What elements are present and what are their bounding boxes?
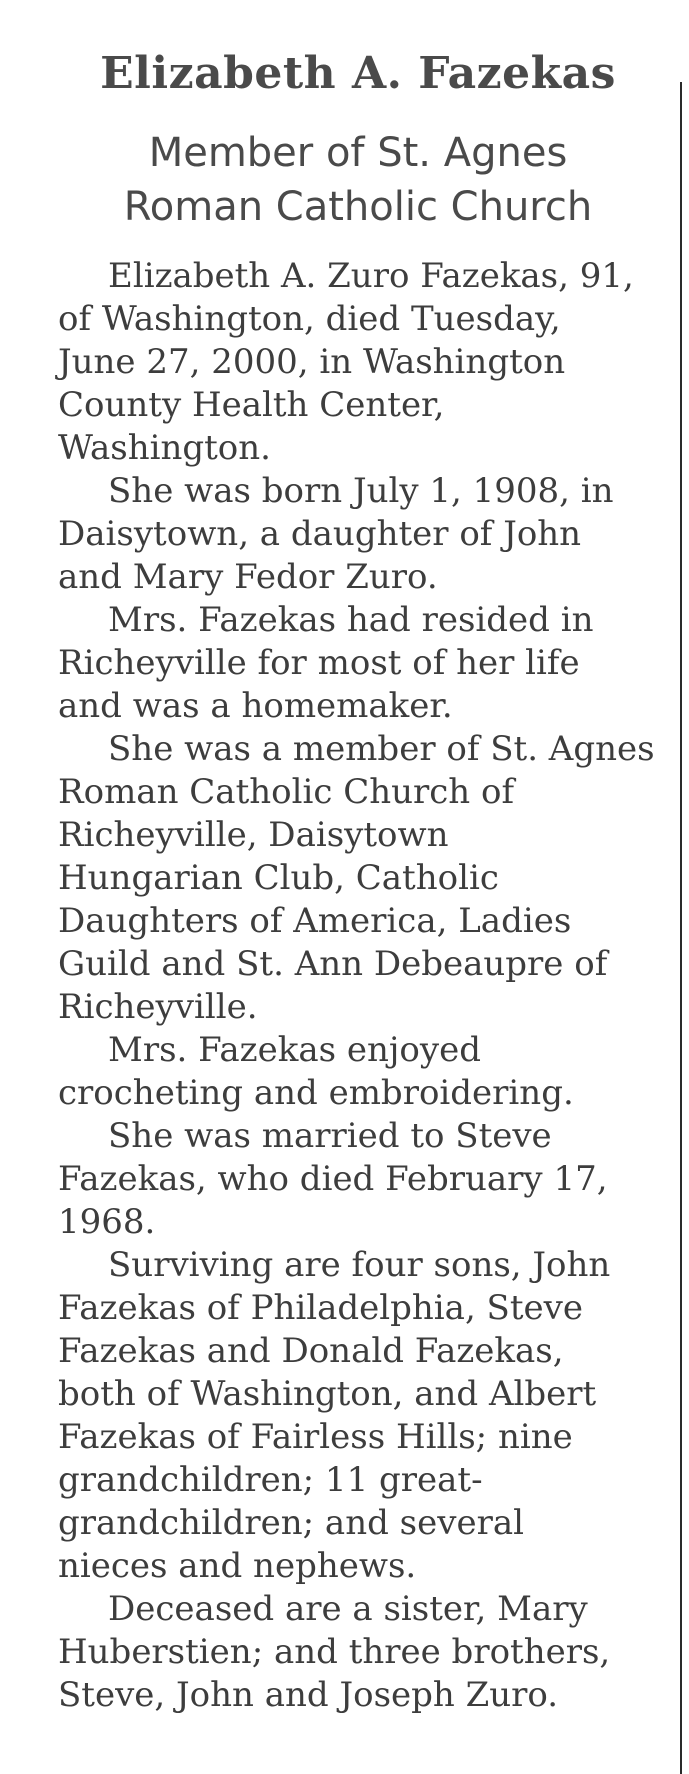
text-line: crocheting and embroidering. <box>58 1073 574 1113</box>
paragraph-deceased-relatives <box>58 1588 688 1717</box>
text-line: Richeyville for most of her life <box>58 643 580 683</box>
obituary-body <box>58 255 688 1717</box>
text-line: Daughters of America, Ladies <box>58 901 572 941</box>
text-line: Hungarian Club, Catholic <box>58 858 499 898</box>
text-line: She was born July 1, 1908, in <box>108 471 614 511</box>
text-line: Fazekas of Fairless Hills; nine <box>58 1417 573 1457</box>
text-line: grandchildren; 11 great- <box>58 1460 483 1500</box>
text-line: She was a member of St. Agnes <box>108 729 655 769</box>
text-line: Guild and St. Ann Debeaupre of <box>58 944 608 984</box>
text-line: and was a homemaker. <box>58 686 453 726</box>
text-line: She was married to Steve <box>108 1116 552 1156</box>
text-line: Surviving are four sons, John <box>108 1245 611 1285</box>
paragraph-hobbies <box>58 1029 688 1115</box>
text-line: Elizabeth A. Zuro Fazekas, 91, <box>108 256 634 296</box>
text-line: Washington. <box>58 428 271 468</box>
text-line: Mrs. Fazekas had resided in <box>108 600 594 640</box>
text-line: Steve, John and Joseph Zuro. <box>58 1675 559 1715</box>
paragraph-birth <box>58 470 688 599</box>
text-line: Fazekas of Philadelphia, Steve <box>58 1288 583 1328</box>
paragraph-residence <box>58 599 688 728</box>
text-line: and Mary Fedor Zuro. <box>58 557 438 597</box>
text-line: Huberstien; and three brothers, <box>58 1632 611 1672</box>
subhead-line: Roman Catholic Church <box>123 184 593 230</box>
text-line: County Health Center, <box>58 385 445 425</box>
text-line: grandchildren; and several <box>58 1503 524 1543</box>
text-line: Deceased are a sister, Mary <box>108 1589 588 1629</box>
text-line: 1968. <box>58 1202 156 1242</box>
obituary-headline: Elizabeth A. Fazekas <box>100 48 616 99</box>
subhead-line: Member of St. Agnes <box>148 130 568 176</box>
text-line: Richeyville, Daisytown <box>58 815 449 855</box>
text-line: Fazekas, who died February 17, <box>58 1159 608 1199</box>
text-line: Roman Catholic Church of <box>58 772 515 812</box>
text-line: nieces and nephews. <box>58 1546 417 1586</box>
paragraph-survivors <box>58 1244 688 1588</box>
text-line: Daisytown, a daughter of John <box>58 514 582 554</box>
paragraph-death-notice <box>58 255 688 470</box>
text-line: Fazekas and Donald Fazekas, <box>58 1331 564 1371</box>
text-line: both of Washington, and Albert <box>58 1374 597 1414</box>
text-line: Mrs. Fazekas enjoyed <box>108 1030 481 1070</box>
text-line: June 27, 2000, in Washington <box>58 342 566 382</box>
obituary-subhead <box>58 126 658 234</box>
text-line: Richeyville. <box>58 987 258 1027</box>
text-line: of Washington, died Tuesday, <box>58 299 561 339</box>
paragraph-marriage <box>58 1115 688 1244</box>
paragraph-memberships <box>58 728 688 1029</box>
